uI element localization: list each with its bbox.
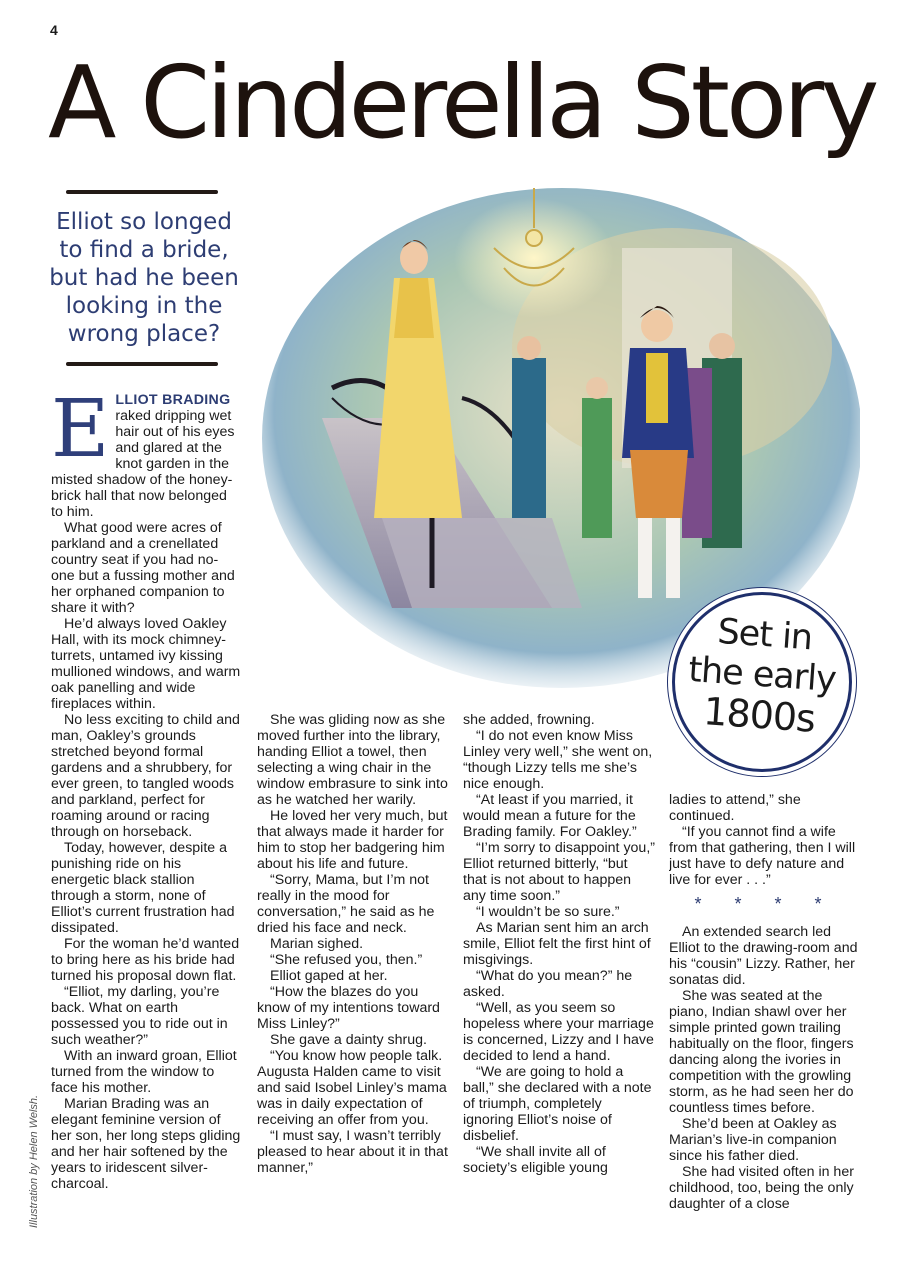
col3-paragraph-8: “Well, as you seem so hopeless where your marriage is concerned, Lizzy and I have decided to lend a hand.	[463, 1000, 654, 1064]
col1-paragraph-9: Marian Brading was an elegant feminine version of her son, her long steps gliding and her hair softened by the years to iridescent silver-charcoal.	[51, 1096, 241, 1192]
col2-paragraph-2: He loved her very much, but that always made it harder for him to stop her badgering him about his life and future.	[257, 808, 448, 872]
col3-paragraph-6: As Marian sent him an arch smile, Elliot felt the first hint of misgivings.	[463, 920, 651, 968]
article-title: A Cinderella Story	[48, 44, 876, 161]
col2-paragraph-6: Elliot gaped at her.	[270, 968, 388, 984]
bottom-rule	[66, 362, 218, 366]
col4-paragraph-4: She was seated at the piano, Indian shawl over her simple printed gown trailing habitually on the floor, fingers dancing along the ivories in competition with the growling storm, as he had seen her do countless times before.	[669, 988, 854, 1116]
col2-paragraph-8: She gave a dainty shrug.	[270, 1032, 427, 1048]
col3-paragraph-4: “I’m sorry to disappoint you,” Elliot returned bitterly, “but that is not about to happen any time soon.”	[463, 840, 655, 904]
illustration-credit: Illustration by Helen Welsh.	[28, 1094, 40, 1228]
page-number: 4	[50, 22, 58, 38]
col1-paragraph-6: For the woman he’d wanted to bring here as his bride had turned his proposal down flat.	[51, 936, 240, 984]
col2-paragraph-5: “She refused you, then.”	[270, 952, 423, 968]
lead-in: LLIOT BRADING	[115, 392, 231, 408]
setting-badge	[672, 592, 852, 772]
col4-paragraph-5: She’d been at Oakley as Marian’s live-in companion since his father died.	[669, 1116, 837, 1164]
col1-paragraph-2: What good were acres of parkland and a crenellated country seat if you had no-one but a fussing mother and her orphaned companion to share it with?	[51, 520, 235, 616]
col4-paragraph-1: ladies to attend,” she continued.	[669, 792, 801, 824]
col3-paragraph-1: she added, frowning.	[463, 712, 595, 728]
col3-paragraph-2: “I do not even know Miss Linley very well,” she went on, “though Lizzy tells me she’s nice enough.	[463, 728, 653, 792]
drop-cap: E	[51, 392, 110, 475]
badge-line-1: Set in	[716, 611, 814, 659]
col2-paragraph-4: Marian sighed.	[270, 936, 364, 952]
standfirst: Elliot so longed to find a bride, but had he been looking in the wrong place?	[49, 209, 239, 347]
column-2	[257, 712, 449, 1232]
col4-paragraph-6: She had visited often in her childhood, too, being the only daughter of a close	[669, 1164, 854, 1212]
col1-paragraph-7: “Elliot, my darling, you’re back. What on earth possessed you to ride out in such weather?”	[51, 984, 228, 1048]
col2-paragraph-1: She was gliding now as she moved further into the library, handing Elliot a towel, then selecting a wing chair in the window embrasure to sink into as he watched her warily.	[257, 712, 448, 808]
col1-paragraph-3: He’d always loved Oakley Hall, with its mock chimney-turrets, untamed ivy kissing mullioned windows, and warm oak panelling and wide fireplaces within.	[51, 616, 241, 712]
col1-paragraph-5: Today, however, despite a punishing ride on his energetic black stallion through a storm, none of Elliot’s current frustration had dissipated.	[51, 840, 235, 936]
col2-paragraph-7: “How the blazes do you know of my intentions toward Miss Linley?”	[257, 984, 440, 1032]
col3-paragraph-7: “What do you mean?” he asked.	[463, 968, 633, 1000]
top-rule	[66, 190, 218, 194]
col3-paragraph-10: “We shall invite all of society’s eligible young	[463, 1144, 608, 1176]
col1-paragraph-4: No less exciting to child and man, Oakley’s grounds stretched beyond formal gardens and a shrubbery, for ever green, to tangled woods and parkland, perfect for roaming around or racing through on horseback.	[51, 712, 240, 840]
column-3	[463, 712, 655, 1232]
badge-line-2: the early	[687, 649, 837, 701]
col2-paragraph-10: “I must say, I wasn’t terribly pleased to hear about it in that manner,”	[257, 1128, 448, 1176]
col2-paragraph-3: “Sorry, Mama, but I’m not really in the mood for conversation,” he said as he dried his face and neck.	[257, 872, 435, 936]
col1-paragraph-8: With an inward groan, Elliot turned from the window to face his mother.	[51, 1048, 237, 1096]
badge-line-3: 1800s	[702, 689, 817, 741]
col3-paragraph-3: “At least if you married, it would mean a future for the Brading family. For Oakley.”	[463, 792, 637, 840]
section-break-stars: * * * *	[694, 894, 836, 914]
column-1	[51, 392, 241, 1232]
col4-paragraph-3: An extended search led Elliot to the drawing-room and his “cousin” Lizzy. Rather, her sonatas did.	[669, 924, 858, 988]
col1-p1-text: raked dripping wet hair out of his eyes and glared at the knot garden in the misted shadow of the honey-brick hall that now belonged to him.	[51, 408, 235, 520]
column-4	[669, 792, 861, 1232]
col3-paragraph-5: “I wouldn’t be so sure.”	[476, 904, 620, 920]
col4-paragraph-2: “If you cannot find a wife from that gathering, then I will just have to defy nature and live for ever . . .”	[669, 824, 856, 888]
col3-paragraph-9: “We are going to hold a ball,” she declared with a note of triumph, completely ignoring Elliot’s noise of disbelief.	[463, 1064, 652, 1144]
col2-paragraph-9: “You know how people talk. Augusta Halden came to visit and said Isobel Linley’s mama was in daily expectation of receiving an offer from you.	[257, 1048, 447, 1128]
